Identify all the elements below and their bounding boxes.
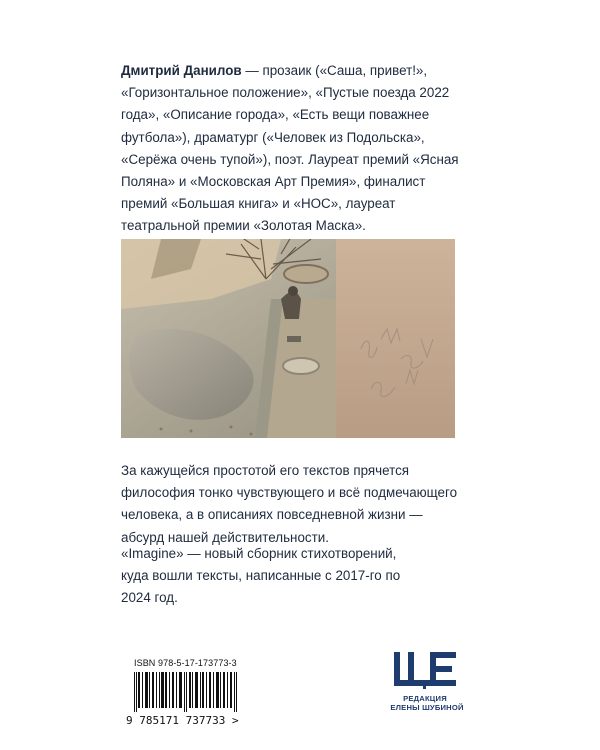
- publisher-line-2: ЕЛЕНЫ ШУБИНОЙ: [390, 703, 464, 712]
- author-bio: [121, 60, 461, 238]
- description-paragraph-1: За кажущейся простотой его текстов прячется философия тонко чувствующего и всё подмечающего человека, а в описаниях повседневной жизни — абсурд нашей действительности.: [121, 463, 458, 545]
- publisher-logo: [390, 650, 460, 690]
- description-paragraph-2: «Imagine» — новый сборник стихотворений, куда вошли тексты, написанные с 2017-го по 2024 год.: [121, 546, 401, 606]
- cover-photo: [121, 239, 455, 438]
- barcode-digits: 9 785171 737733 >: [126, 714, 239, 727]
- author-bio-text: — прозаик («Саша, привет!», «Горизонтальное положение», «Пустые поезда 2022 года», «Описание города», «Есть вещи поважнее футбола»), драматург («Человек из Подольска», «Серёжа очень тупой»), поэт. Лауреат премий «Ясная Поляна» и «Московская Арт Премия», финалист премий «Большая книга» и «НОС», лауреат театральной премии «Золотая Маска».: [121, 63, 459, 234]
- isbn-label: ISBN 978-5-17-173773-3: [134, 658, 237, 668]
- author-name: Дмитрий Данилов: [121, 63, 242, 78]
- courtyard-photo: [121, 239, 455, 438]
- isbn-barcode: [134, 672, 238, 712]
- publisher-line-1: РЕДАКЦИЯ: [403, 694, 447, 703]
